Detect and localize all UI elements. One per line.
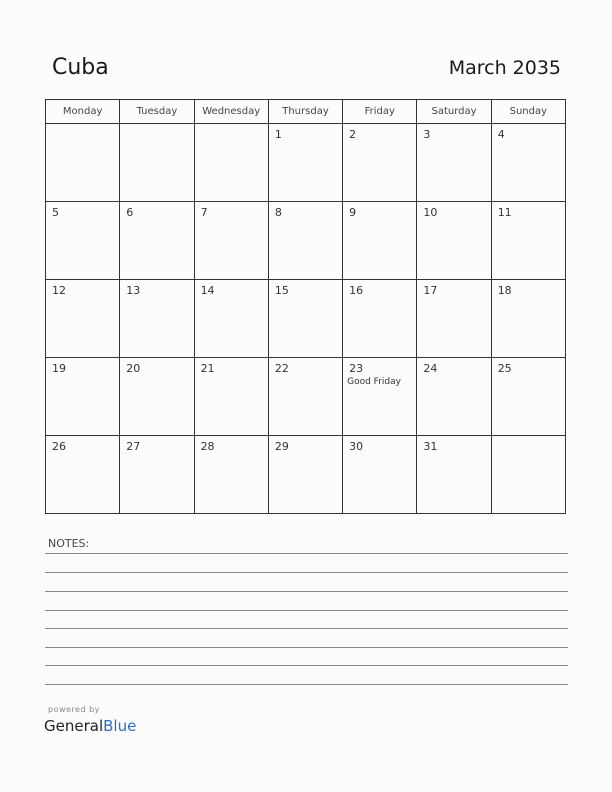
day-cell	[491, 358, 565, 436]
week-row	[46, 124, 566, 202]
day-number: 2	[349, 128, 357, 141]
day-cell	[491, 202, 565, 280]
day-number: 11	[497, 206, 512, 219]
notes-line	[45, 553, 568, 554]
day-cell	[46, 124, 120, 202]
day-number: 27	[126, 440, 141, 453]
day-number: 23	[349, 362, 364, 375]
day-cell	[268, 280, 342, 358]
day-cell	[417, 124, 491, 202]
day-cell	[268, 358, 342, 436]
day-number: 7	[200, 206, 208, 219]
day-cell	[120, 280, 194, 358]
day-cell	[194, 202, 268, 280]
day-number: 6	[126, 206, 134, 219]
weekday-monday: Monday	[46, 100, 120, 124]
day-cell	[120, 202, 194, 280]
day-number: 30	[349, 440, 364, 453]
day-number: 19	[52, 362, 66, 375]
day-cell	[491, 124, 565, 202]
day-cell	[46, 202, 120, 280]
notes-label: NOTES:	[48, 537, 90, 550]
day-number: 8	[274, 206, 282, 219]
notes-line	[45, 591, 568, 592]
day-cell	[343, 280, 417, 358]
brand-blue: Blue	[103, 717, 137, 735]
day-number: 5	[52, 206, 59, 219]
day-number: 16	[349, 284, 364, 297]
country-title: Cuba	[52, 55, 109, 80]
day-number: 20	[126, 362, 141, 375]
weekday-thursday: Thursday	[268, 100, 342, 124]
day-number: 22	[274, 362, 289, 375]
weekday-friday: Friday	[343, 100, 417, 124]
day-number: 31	[423, 440, 438, 453]
notes-line	[45, 665, 568, 666]
day-number: 25	[497, 362, 512, 375]
day-number: 24	[423, 362, 438, 375]
day-cell	[46, 280, 120, 358]
week-row	[46, 202, 566, 280]
weekday-header-row	[46, 100, 566, 124]
notes-line	[45, 684, 568, 685]
day-number: 4	[497, 128, 505, 141]
day-cell	[417, 280, 491, 358]
day-cell	[268, 124, 342, 202]
day-number: 28	[200, 440, 215, 453]
powered-by-text: powered by	[48, 705, 100, 714]
calendar-grid	[45, 99, 566, 514]
day-cell	[194, 280, 268, 358]
brand-general: General	[44, 717, 104, 735]
day-cell	[343, 124, 417, 202]
day-cell	[194, 124, 268, 202]
day-number: 15	[274, 284, 289, 297]
weekday-wednesday: Wednesday	[194, 100, 268, 124]
day-number: 18	[497, 284, 512, 297]
day-cell	[120, 436, 194, 514]
brand-logo	[44, 717, 136, 735]
day-cell	[417, 358, 491, 436]
day-cell	[194, 436, 268, 514]
notes-line	[45, 647, 568, 648]
day-number: 17	[423, 284, 438, 297]
day-cell	[46, 358, 120, 436]
day-number: 3	[423, 128, 431, 141]
day-number: 14	[200, 284, 215, 297]
weekday-sunday: Sunday	[491, 100, 565, 124]
weekday-tuesday: Tuesday	[120, 100, 194, 124]
day-cell	[343, 202, 417, 280]
day-number: 13	[126, 284, 141, 297]
notes-line	[45, 628, 568, 629]
day-cell	[491, 280, 565, 358]
day-cell	[46, 436, 120, 514]
day-number: 12	[52, 284, 66, 297]
day-number: 9	[349, 206, 357, 219]
day-cell	[268, 436, 342, 514]
day-cell	[268, 202, 342, 280]
day-cell	[194, 358, 268, 436]
week-row	[46, 280, 566, 358]
day-cell	[120, 124, 194, 202]
day-number: 10	[423, 206, 438, 219]
day-cell	[120, 358, 194, 436]
day-cell	[491, 436, 565, 514]
day-number: 26	[52, 440, 66, 453]
month-year-title: March 2035	[448, 57, 561, 79]
day-cell	[343, 358, 417, 436]
notes-line	[45, 610, 568, 611]
day-number: 21	[200, 362, 215, 375]
notes-line	[45, 572, 568, 573]
day-number: 1	[274, 128, 282, 141]
weekday-saturday: Saturday	[417, 100, 491, 124]
day-cell	[417, 202, 491, 280]
week-row	[46, 436, 566, 514]
holiday-label: Good Friday	[347, 377, 401, 387]
day-cell	[343, 436, 417, 514]
day-number: 29	[274, 440, 289, 453]
week-row	[46, 358, 566, 436]
day-cell	[417, 436, 491, 514]
